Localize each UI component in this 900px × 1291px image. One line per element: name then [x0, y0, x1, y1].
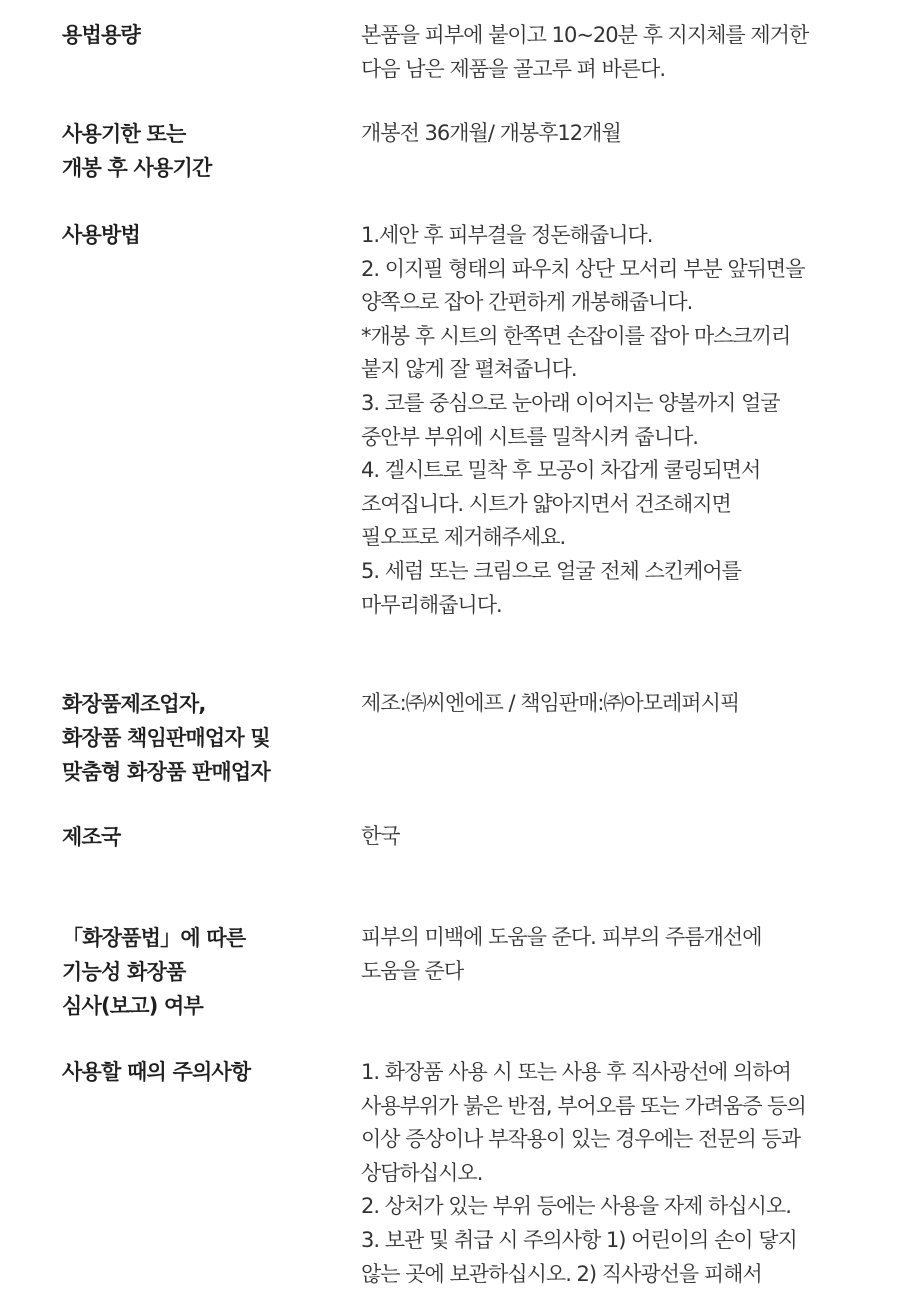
value-line: 이상 증상이나 부작용이 있는 경우에는 전문의 등과	[361, 1127, 801, 1152]
value-line: 마무리해줍니다.	[361, 592, 502, 617]
row-label	[62, 687, 342, 789]
value-line: 2. 이지필 형태의 파우치 상단 모서리 부분 앞뒤면을	[361, 256, 805, 281]
label-line: 맞춤형 화장품 판매업자	[62, 760, 270, 784]
label-line: 사용방법	[62, 223, 140, 247]
label-line: 심사(보고) 여부	[62, 994, 204, 1018]
row-label	[62, 921, 342, 1023]
value-line: *개봉 후 시트의 한쪽면 손잡이를 잡아 마스크끼리	[361, 323, 791, 348]
label-line: 개봉 후 사용기간	[62, 156, 212, 180]
value-line: 다음 남은 제품을 골고루 펴 바른다.	[361, 56, 666, 81]
row-value	[361, 687, 881, 721]
row-value	[361, 117, 881, 151]
value-line: 본품을 피부에 붙이고 10~20분 후 지지체를 제거한	[361, 23, 809, 47]
row-label	[62, 1055, 342, 1089]
value-line: 붙지 않게 잘 펼쳐줍니다.	[361, 357, 577, 382]
label-line: 제조국	[62, 825, 121, 849]
value-line: 중안부 부위에 시트를 밀착시켜 줍니다.	[361, 424, 698, 449]
row-value	[361, 820, 881, 854]
value-line: 1. 화장품 사용 시 또는 사용 후 직사광선에 의하여	[361, 1060, 791, 1084]
label-line: 「화장품법」에 따른	[62, 926, 246, 950]
label-line: 화장품제조업자,	[62, 692, 206, 716]
label-line: 화장품 책임판매업자 및	[62, 726, 270, 750]
value-line: 2. 상처가 있는 부위 등에는 사용을 자제 하십시오.	[361, 1194, 791, 1219]
label-line: 기능성 화장품	[62, 960, 186, 984]
value-line: 않는 곳에 보관하십시오. 2) 직사광선을 피해서	[361, 1261, 762, 1286]
value-line: 1.세안 후 피부결을 정돈해줍니다.	[361, 223, 653, 247]
value-line: 조여집니다. 시트가 얇아지면서 건조해지면	[361, 491, 731, 516]
row-value	[361, 1056, 881, 1291]
value-line: 한국	[361, 824, 400, 848]
value-line: 4. 겔시트로 밀착 후 모공이 차갑게 쿨링되면서	[361, 458, 761, 483]
row-label	[62, 18, 342, 52]
row-value	[361, 219, 881, 622]
row-value	[361, 19, 881, 86]
value-line: 상담하십시오.	[361, 1160, 483, 1185]
value-line: 개봉전 36개월/ 개봉후12개월	[361, 121, 621, 145]
row-label	[62, 218, 342, 252]
value-line: 제조:㈜씨엔에프 / 책임판매:㈜아모레퍼시픽	[361, 691, 740, 715]
row-label	[62, 117, 342, 185]
value-line: 피부의 미백에 도움을 준다. 피부의 주름개선에	[361, 925, 762, 949]
value-line: 5. 세럼 또는 크림으로 얼굴 전체 스킨케어를	[361, 558, 741, 583]
value-line: 양쪽으로 잡아 간편하게 개봉해줍니다.	[361, 290, 693, 315]
row-label	[62, 820, 342, 854]
row-value	[361, 921, 881, 988]
value-line: 필오프로 제거해주세요.	[361, 525, 566, 550]
value-line: 도움을 준다	[361, 958, 464, 983]
value-line: 사용부위가 붉은 반점, 부어오름 또는 가려움증 등의	[361, 1093, 806, 1118]
label-line: 사용기한 또는	[62, 122, 186, 146]
value-line: 3. 코를 중심으로 눈아래 이어지는 양볼까지 얼굴	[361, 390, 780, 415]
label-line: 용법용량	[62, 23, 140, 47]
label-line: 사용할 때의 주의사항	[62, 1060, 251, 1084]
value-line: 3. 보관 및 취급 시 주의사항 1) 어린이의 손이 닿지	[361, 1227, 797, 1252]
